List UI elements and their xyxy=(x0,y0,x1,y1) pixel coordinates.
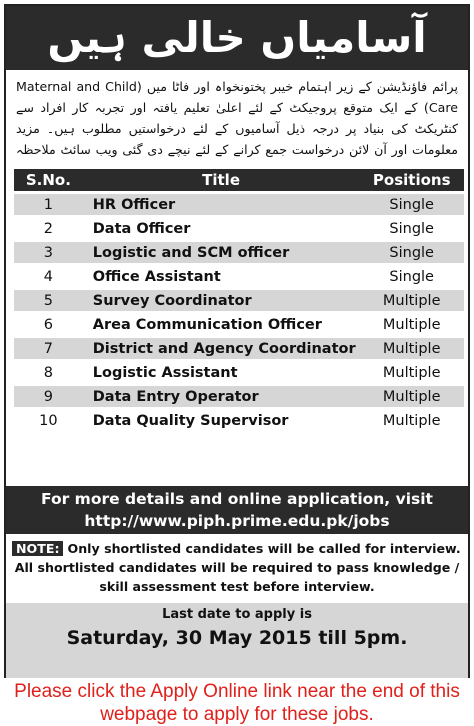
row-positions: Multiple xyxy=(382,412,441,429)
job-advertisement xyxy=(4,4,470,678)
header-title: Title xyxy=(83,169,360,191)
row-title: District and Agency Coordinator xyxy=(83,338,360,359)
positions-table xyxy=(14,166,464,434)
table-row xyxy=(14,410,464,431)
header-positions: Positions xyxy=(359,169,464,191)
row-sno: 8 xyxy=(43,364,53,381)
row-sno: 3 xyxy=(14,242,83,263)
table-row xyxy=(14,266,464,287)
table-row xyxy=(14,338,464,359)
row-positions: Single xyxy=(359,194,464,215)
deadline-value: Saturday, 30 May 2015 till 5pm. xyxy=(66,627,408,649)
row-positions: Multiple xyxy=(359,338,464,359)
row-title: Office Assistant xyxy=(92,268,221,285)
table-header-row xyxy=(14,169,464,191)
row-sno: 6 xyxy=(43,316,53,333)
apply-online-message: Please click the Apply Online link near the end of this webpage to apply for these jobs. xyxy=(14,681,460,725)
row-positions: Multiple xyxy=(382,316,441,333)
table-row xyxy=(14,386,464,407)
row-positions: Multiple xyxy=(359,386,464,407)
row-title: Data Quality Supervisor xyxy=(92,412,289,429)
row-sno: 2 xyxy=(43,220,53,237)
row-title: Survey Coordinator xyxy=(83,290,360,311)
row-sno: 1 xyxy=(14,194,83,215)
note-text-1: Only shortlisted candidates will be called for interview. xyxy=(67,541,461,556)
row-title: Data Entry Operator xyxy=(83,386,360,407)
table-row xyxy=(14,290,464,311)
details-url[interactable]: http://www.piph.prime.edu.pk/jobs xyxy=(84,512,390,530)
row-sno: 10 xyxy=(39,412,58,429)
row-title: Logistic Assistant xyxy=(92,364,238,381)
table-row xyxy=(14,194,464,215)
row-positions: Single xyxy=(359,242,464,263)
row-title: HR Officer xyxy=(83,194,360,215)
table-row xyxy=(14,218,464,239)
row-title: Area Communication Officer xyxy=(92,316,322,333)
row-positions: Multiple xyxy=(359,290,464,311)
row-title: Logistic and SCM officer xyxy=(83,242,360,263)
row-sno: 7 xyxy=(14,338,83,359)
intro-paragraph: پرائم فاؤنڈیشن کے زیر اہتمام خیبر پختونخواہ اور فاٹا میں (Maternal and Child Care) کے ایک متوقع پروجیکٹ کے لئے اعلیٰ تعلیم یافتہ اور تجربہ کار افراد سے کنٹریکٹ کی بنیاد پر درجہ ذیل آسامیوں کے لئے درخواستیں مطلوب ہیں۔ مزید معلومات اور آن لائن درخواست جمع کرانے کے لئے نیچے دی گئی ویب سائٹ ملاحظہ xyxy=(16,79,458,157)
row-positions: Multiple xyxy=(382,364,441,381)
table-row xyxy=(14,314,464,335)
row-sno: 9 xyxy=(14,386,83,407)
row-positions: Single xyxy=(389,220,434,237)
table-row xyxy=(14,242,464,263)
row-sno: 5 xyxy=(14,290,83,311)
note-line-1 xyxy=(12,539,462,558)
row-sno: 4 xyxy=(43,268,53,285)
details-box xyxy=(6,486,468,534)
note-section xyxy=(12,539,462,596)
header-sno: S.No. xyxy=(14,169,83,191)
banner-title: آسامیاں خالی ہیں xyxy=(47,13,427,62)
row-title: Data Officer xyxy=(92,220,191,237)
banner xyxy=(6,6,468,70)
note-text-2: All shortlisted candidates will be required to pass knowledge / skill assessment test before interview. xyxy=(14,560,460,594)
table-row xyxy=(14,362,464,383)
deadline-box xyxy=(6,603,468,678)
details-text: For more details and online application, visit xyxy=(41,490,433,508)
row-positions: Single xyxy=(389,268,434,285)
deadline-label: Last date to apply is xyxy=(162,607,312,622)
note-tag: NOTE: xyxy=(12,541,63,556)
